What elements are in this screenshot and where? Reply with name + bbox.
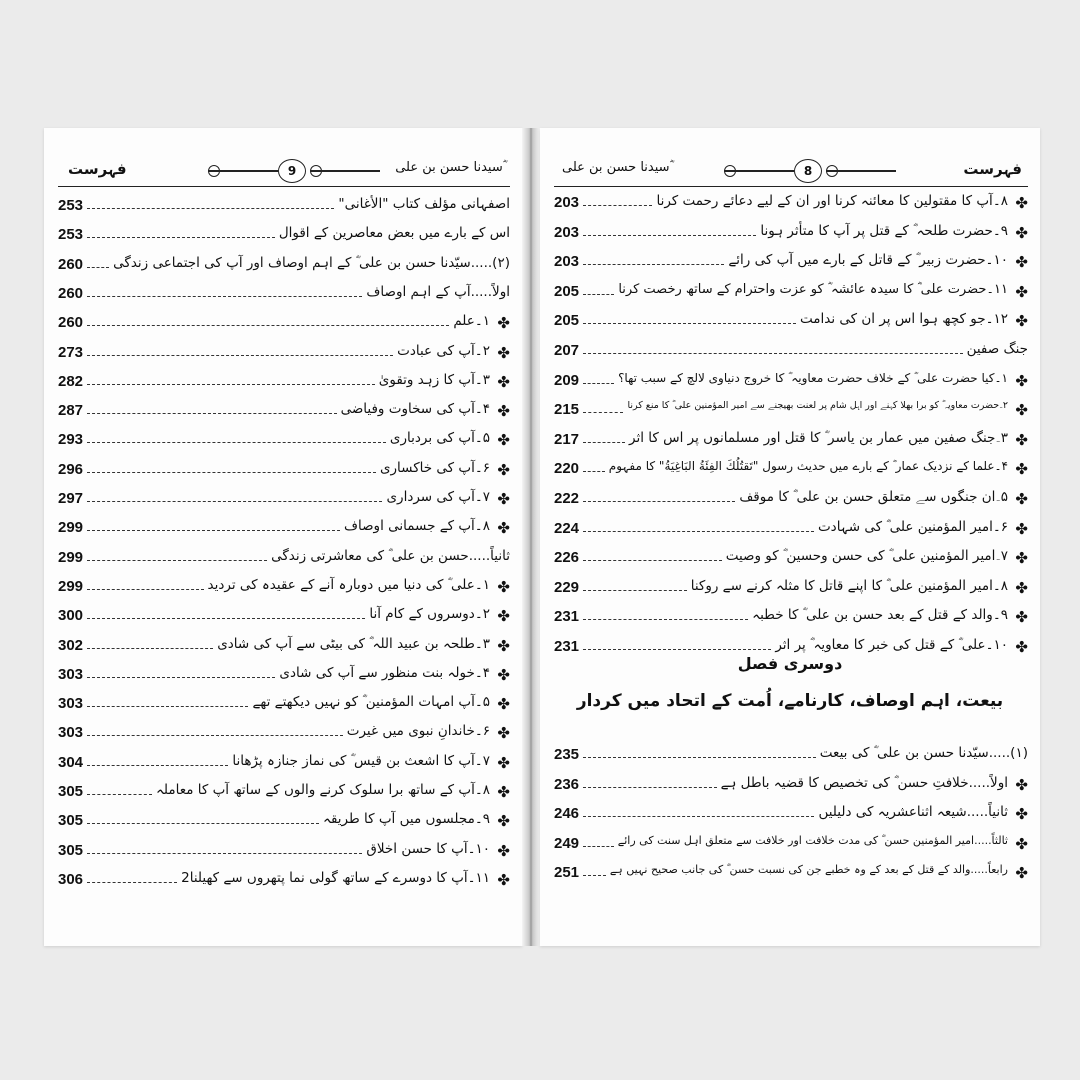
toc-entry [58, 517, 510, 543]
bullet-icon: ✤ [1015, 519, 1028, 538]
toc-entry-text: ۴۔آپ کی سخاوت وفیاضی [340, 401, 490, 418]
toc-entry-text: ۶۔خاندانِ نبوی میں غیرت [346, 723, 490, 740]
toc-page-number: 205 [554, 282, 580, 300]
toc-page-number: 235 [554, 746, 580, 763]
toc-page-number: 203 [554, 223, 580, 241]
toc-entry [554, 222, 1028, 248]
bullet-icon: ✤ [497, 431, 510, 450]
bullet-icon: ✤ [1015, 460, 1028, 479]
leader-dashes [583, 412, 623, 413]
toc-entry [58, 371, 510, 397]
leader-dashes [87, 677, 275, 678]
toc-page-number: 305 [58, 841, 84, 859]
toc-page-number: 205 [554, 312, 580, 330]
toc-entry [554, 458, 1028, 484]
toc-entry-text: ۶۔امیر المؤمنین علی ؓ کی شہادت [817, 518, 1008, 535]
toc-entry-text: ۲۔آپ کی عبادت [397, 342, 490, 359]
toc-page-number: 260 [58, 284, 84, 302]
leader-dashes [87, 794, 152, 795]
toc-page-number: 300 [58, 607, 84, 625]
header-ornament [208, 170, 278, 172]
toc-entry-text: (۲).....سیّدنا حسن بن علی ؓ کے اہم اوصاف اور آپ کی اجتماعی زندگی [113, 254, 510, 271]
leader-dashes [87, 237, 275, 238]
bullet-icon: ✤ [497, 783, 510, 801]
book-gutter [522, 128, 540, 946]
bullet-icon: ✤ [497, 577, 510, 596]
leader-dashes [87, 296, 362, 297]
leader-dashes [87, 384, 375, 385]
leader-dashes [87, 706, 248, 707]
toc-entry [58, 283, 510, 309]
bullet-icon: ✤ [497, 665, 510, 684]
toc-entry-text: ۳۔طلحہ بن عبید اللہ ؓ کی بیٹی سے آپ کی شادی [217, 635, 490, 652]
toc-entry [554, 744, 1028, 770]
bullet-icon: ✤ [1015, 834, 1028, 853]
leader-dashes [583, 501, 735, 502]
toc-entry [554, 399, 1028, 425]
toc-entry [58, 810, 510, 836]
leader-dashes [87, 735, 343, 736]
toc-entry [58, 547, 510, 573]
bullet-icon: ✤ [1015, 864, 1028, 883]
leader-dashes [87, 325, 449, 326]
toc-page-number: 303 [58, 724, 84, 742]
toc-entry [58, 195, 510, 221]
toc-entry [58, 342, 510, 368]
leader-dashes [87, 648, 213, 649]
header-title: فہرست [68, 160, 127, 178]
leader-dashes [87, 530, 340, 531]
toc-page-number: 303 [58, 695, 84, 713]
toc-entry [554, 429, 1028, 455]
toc-entry [58, 429, 510, 455]
page-header [58, 156, 510, 187]
bullet-icon: ✤ [497, 636, 510, 655]
section-heading: دوسری فصل [737, 654, 843, 673]
toc-page-number: 249 [554, 834, 580, 852]
toc-entry [554, 310, 1028, 336]
toc-entry-text: ۸۔آپ کا مقتولین کا معائنہ کرنا اور ان کے لیے دعائے رحمت کرنا [656, 193, 1008, 209]
leader-dashes [583, 816, 814, 817]
bullet-icon: ✤ [497, 402, 510, 421]
leader-dashes [583, 590, 687, 591]
toc-entry [554, 803, 1028, 829]
toc-entry-text: ۵۔ان جنگوں سے متعلق حسن بن علی ؓ کا موقف [739, 489, 1008, 505]
toc-entry-text: ۱۔کیا حضرت علی ؓ کے خلاف حضرت معاویہ ؓ کا خروج دنیاوی لالچ کے سبب تھا؟ [618, 370, 1008, 385]
toc-page-number: 231 [554, 608, 580, 626]
running-title: سیدنا حسن بن علی ؓ [562, 160, 673, 175]
toc-page-number: 293 [58, 431, 84, 449]
bullet-icon: ✤ [1015, 401, 1028, 420]
leader-dashes [87, 560, 267, 561]
leader-dashes [87, 853, 362, 854]
bullet-icon: ✤ [497, 607, 510, 626]
toc-entry-text: ۸۔آپ کے جسمانی اوصاف [343, 518, 490, 535]
leader-dashes [583, 875, 606, 876]
toc-entry-text: ۱۰۔آپ کا حسن اخلاق [366, 840, 490, 857]
toc-entry-text: ثانیاً.....حسن بن علی ؓ کی معاشرتی زندگی [271, 547, 510, 564]
toc-entry [554, 518, 1028, 544]
toc-entry-text: ۱۔علم [453, 313, 490, 330]
toc-entry-text: اس کے بارے میں بعض معاصرین کے اقوال [278, 225, 510, 242]
bullet-icon: ✤ [1015, 490, 1028, 508]
toc-entry [554, 488, 1028, 514]
bullet-icon: ✤ [1015, 549, 1028, 568]
toc-page-number: 222 [554, 490, 580, 507]
toc-entry [554, 862, 1028, 888]
header-ornament [310, 170, 380, 172]
toc-entry [58, 312, 510, 338]
right-page [540, 128, 1040, 946]
bullet-icon: ✤ [497, 870, 510, 889]
bullet-icon: ✤ [1015, 430, 1028, 449]
toc-entry-text: ۸۔امیر المؤمنین علی ؓ کا اپنے قاتل کا مثلہ کرنے سے روکنا [690, 577, 1008, 594]
section-subheading: بیعت، اہم اوصاف، کارنامے، اُمت کے اتحاد میں کردار [576, 691, 1004, 711]
toc-page-number: 215 [554, 401, 580, 419]
toc-page-number: 303 [58, 665, 84, 683]
leader-dashes [87, 267, 109, 268]
bullet-icon: ✤ [497, 724, 510, 743]
bullet-icon: ✤ [497, 753, 510, 772]
toc-page-number: 287 [58, 402, 84, 420]
toc-entry [554, 370, 1028, 396]
toc-entry [554, 281, 1028, 307]
toc-entry [554, 774, 1028, 800]
toc-entry [58, 752, 510, 778]
toc-entry [58, 576, 510, 602]
leader-dashes [583, 757, 816, 758]
toc-entry-text: رابعاً.....والد کے قتل کے بعد کے وہ خطبے جن کی نسبت حسن ؓ کی جانب صحیح نہیں ہے [609, 863, 1008, 877]
toc-page-number: 207 [554, 342, 580, 359]
leader-dashes [87, 472, 376, 473]
toc-entry-text: ۵۔آپ کی بردباری [389, 430, 490, 447]
leader-dashes [583, 787, 717, 788]
bullet-icon: ✤ [497, 695, 510, 714]
toc-entry [58, 400, 510, 426]
toc-entry [58, 605, 510, 631]
toc-entry [58, 722, 510, 748]
toc-page-number: 209 [554, 371, 580, 389]
toc-entry [554, 340, 1028, 366]
toc-page-number: 306 [58, 870, 84, 888]
bullet-icon: ✤ [1015, 223, 1028, 242]
toc-entry-text: اولاً.....آپ کے اہم اوصاف [366, 283, 510, 300]
leader-dashes [583, 442, 625, 443]
toc-page-number: 296 [58, 460, 84, 478]
page-header [554, 156, 1028, 187]
toc-entry [58, 869, 510, 895]
toc-entry-text: ۹۔مجلسوں میں آپ کا طریقہ [323, 811, 490, 828]
toc-entry-text: ۹۔حضرت طلحہ ؓ کے قتل پر آپ کا متأثر ہونا [760, 222, 1008, 239]
bullet-icon: ✤ [1015, 194, 1028, 212]
page-number: 8 [794, 159, 822, 183]
leader-dashes [583, 323, 796, 324]
toc-entry [58, 459, 510, 485]
toc-page-number: 231 [554, 638, 580, 655]
bullet-icon: ✤ [1015, 608, 1028, 627]
toc-page-number: 299 [58, 577, 84, 595]
bullet-icon: ✤ [497, 490, 510, 508]
bullet-icon: ✤ [1015, 371, 1028, 390]
header-ornament [826, 170, 896, 172]
toc-page-number: 305 [58, 783, 84, 800]
toc-entry [58, 693, 510, 719]
toc-entry-text: ۶۔آپ کی خاکساری [379, 459, 490, 476]
header-title: فہرست [963, 160, 1022, 178]
bullet-icon: ✤ [497, 372, 510, 391]
toc-entry [58, 488, 510, 514]
toc-page-number: 220 [554, 460, 580, 478]
toc-entry-text: ۲۔دوسروں کے کام آنا [369, 606, 490, 623]
toc-entry-text: ۷۔آپ کی سرداری [386, 489, 490, 505]
bullet-icon: ✤ [497, 519, 510, 538]
toc-page-number: 299 [58, 548, 84, 566]
toc-entry [58, 224, 510, 250]
bullet-icon: ✤ [497, 460, 510, 479]
leader-dashes [583, 619, 748, 620]
toc-page-number: 203 [554, 253, 580, 271]
header-ornament [724, 170, 794, 172]
toc-entry [554, 192, 1028, 218]
bullet-icon: ✤ [497, 343, 510, 362]
leader-dashes [87, 765, 228, 766]
toc-entry-text: ۴۔خولہ بنت منظور سے آپ کی شادی [279, 664, 490, 681]
bullet-icon: ✤ [497, 812, 510, 831]
toc-entry-text: ثالثاً.....امیر المؤمنین حسن ؓ کی مدت خلافت اور خلافت سے متعلق اہل سنت کی رائے [617, 833, 1008, 847]
leader-dashes [87, 208, 334, 209]
toc-page-number: 253 [58, 226, 84, 244]
toc-page-number: 273 [58, 343, 84, 361]
leader-dashes [87, 442, 386, 443]
toc-entry [554, 577, 1028, 603]
leader-dashes [87, 501, 382, 502]
toc-entry-text: (۱).....سیّدنا حسن بن علی ؓ کی بیعت [819, 745, 1028, 761]
leader-dashes [583, 294, 614, 295]
bullet-icon: ✤ [1015, 282, 1028, 301]
leader-dashes [583, 560, 722, 561]
toc-entry-text: جنگ صفین [966, 341, 1028, 357]
leader-dashes [87, 618, 365, 619]
toc-entry [58, 664, 510, 690]
toc-entry-text: ۷۔آپ کا اشعث بن قیس ؓ کی نماز جنازہ پڑھانا [232, 752, 490, 769]
toc-page-number: 226 [554, 549, 580, 567]
toc-entry-text: اولاً.....خلافتِ حسن ؓ کی تخصیص کا قضیہ باطل ہے [720, 774, 1008, 791]
toc-entry-text: ۲۔حضرت معاویہ ؓ کو برا بھلا کہنے اور اہل شام پر لعنت بھیجنے سے امیر المؤمنین علی ؓ کا منع کرنا [627, 400, 1008, 412]
toc-entry [554, 606, 1028, 632]
bullet-icon: ✤ [1015, 638, 1028, 656]
toc-entry-text: ۱۱۔حضرت علی ؓ کا سیدہ عائشہ ؓ کو عزت واحترام کے ساتھ رخصت کرنا [618, 281, 1008, 297]
bullet-icon: ✤ [1015, 775, 1028, 794]
toc-page-number: 253 [58, 197, 84, 214]
toc-page-number: 297 [58, 490, 84, 507]
leader-dashes [87, 823, 319, 824]
toc-entry-text: ۳۔آپ کا زہد وتقویٰ [378, 371, 490, 388]
bullet-icon: ✤ [497, 841, 510, 860]
toc-entry-text: ثانیاً.....شیعہ اثناعشریہ کی دلیلیں [818, 804, 1008, 821]
toc-entry [58, 840, 510, 866]
leader-dashes [583, 264, 724, 265]
bullet-icon: ✤ [1015, 253, 1028, 272]
toc-entry-text: ۷۔امیر المؤمنین علی ؓ کی حسن وحسین ؓ کو وصیت [725, 548, 1008, 565]
toc-entry [58, 254, 510, 280]
page-number: 9 [278, 159, 306, 183]
leader-dashes [583, 649, 771, 650]
bullet-icon: ✤ [497, 314, 510, 333]
toc-entry-text: ۸۔آپ کے ساتھ برا سلوک کرنے والوں کے ساتھ آپ کا معاملہ [155, 782, 490, 798]
toc-entry [554, 251, 1028, 277]
toc-entry-text: ۹۔والد کے قتل کے بعد حسن بن علی ؓ کا خطبہ [752, 607, 1008, 624]
leader-dashes [583, 531, 814, 532]
toc-entry-text: ۵۔آپ امہات المؤمنین ؓ کو نہیں دیکھتے تھے [252, 694, 490, 711]
bullet-icon: ✤ [1015, 312, 1028, 331]
toc-entry-text: ۱۱۔آپ کا دوسرے کے ساتھ گولی نما پتھروں سے کھیلنا2 [181, 869, 490, 886]
leader-dashes [583, 353, 963, 354]
open-book [44, 128, 1040, 946]
toc-entry [58, 781, 510, 807]
bullet-icon: ✤ [1015, 805, 1028, 824]
toc-page-number: 260 [58, 255, 84, 273]
leader-dashes [583, 846, 614, 847]
toc-page-number: 302 [58, 636, 84, 654]
toc-page-number: 203 [554, 194, 580, 211]
leader-dashes [583, 205, 652, 206]
toc-page-number: 229 [554, 578, 580, 596]
toc-page-number: 305 [58, 812, 84, 830]
toc-page-number: 246 [554, 805, 580, 823]
bullet-icon: ✤ [1015, 578, 1028, 597]
leader-dashes [87, 355, 393, 356]
toc-entry [58, 635, 510, 661]
toc-entry-text: اصفہانی مؤلف کتاب "الأغانی" [338, 196, 510, 212]
toc-entry [554, 547, 1028, 573]
running-title: سیدنا حسن بن علی ؓ [395, 160, 506, 175]
toc-page-number: 299 [58, 519, 84, 537]
toc-page-number: 251 [554, 864, 580, 882]
leader-dashes [87, 589, 204, 590]
leader-dashes [87, 882, 177, 883]
toc-page-number: 260 [58, 314, 84, 332]
toc-entry-text: ۴۔علما کے نزدیک عمار ؓ کے بارے میں حدیث رسول "تَقتُلُكَ الفِئَةُ البَاغِيَةُ" کا مفہوم [608, 459, 1008, 474]
toc-page-number: 224 [554, 519, 580, 537]
toc-entry-text: ۱۰۔علی ؓ کے قتل کی خبر کا معاویہ ؓ پر اثر [775, 637, 1008, 653]
leader-dashes [583, 471, 605, 472]
toc-page-number: 236 [554, 775, 580, 793]
toc-page-number: 282 [58, 372, 84, 390]
toc-entry-text: ۳۔جنگ صفین میں عمار بن یاسر ؓ کا قتل اور مسلمانوں پر اس کا اثر [629, 429, 1008, 446]
leader-dashes [583, 235, 756, 236]
toc-entry-text: ۱۲۔جو کچھ ہوا اس پر ان کی ندامت [800, 311, 1008, 328]
toc-page-number: 217 [554, 430, 580, 448]
toc-page-number: 304 [58, 753, 84, 771]
toc-entry [554, 833, 1028, 859]
leader-dashes [583, 383, 614, 384]
toc-entry-text: ۱۔علی ؓ کی دنیا میں دوبارہ آنے کے عقیدہ کی تردید [207, 576, 490, 593]
leader-dashes [87, 413, 337, 414]
toc-entry-text: ۱۰۔حضرت زبیر ؓ کے قاتل کے بارے میں آپ کی رائے [728, 252, 1008, 269]
left-page [44, 128, 522, 946]
